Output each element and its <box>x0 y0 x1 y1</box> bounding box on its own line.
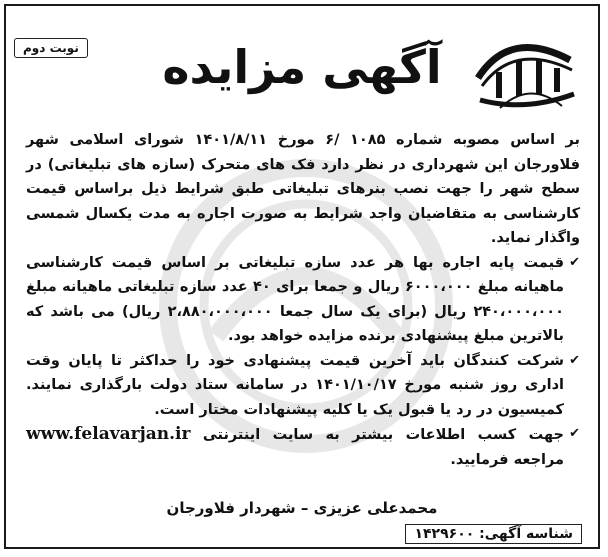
contact-text-end: مراجعه فرمایید. <box>450 451 564 468</box>
checkmark-icon: ✔ <box>569 254 580 270</box>
bullet-deadline <box>26 349 580 423</box>
checkmark-icon: ✔ <box>569 352 580 368</box>
bullet-text: شرکت کنندگان باید آخرین قیمت پیشنهادی خود را حداکثر تا پایان وقت اداری روز شنبه مورخ ۱۴۰۱/۱۰/۱۷ در سامانه ستاد دولت بارگذاری نمایند. کمیسیون در رد یا قبول یک یا کلیه پیشنهادات مختار است. <box>26 352 564 418</box>
bullet-contact <box>26 422 580 472</box>
second-publication-badge: نوبت دوم <box>14 38 88 58</box>
contact-text: جهت کسب اطلاعات بیشتر به سایت اینترنتی <box>202 427 564 443</box>
notice-frame <box>4 4 600 549</box>
checkmark-icon: ✔ <box>569 426 580 441</box>
signature: محمدعلی عزیزی – شهردار فلاورجان <box>166 499 438 517</box>
ad-id-label: شناسه آگهی: ۱۴۲۹۶۰۰ <box>405 524 582 544</box>
website-link[interactable]: www.felavarjan.ir <box>26 424 191 444</box>
bullet-base-price <box>26 251 580 349</box>
intro-paragraph: بر اساس مصوبه شماره ۱۰۸۵ /۶ مورخ ۱۴۰۱/۸/۱۱ شورای اسلامی شهر فلاورجان این شهرداری در نظر دارد فک های متحرک (سازه های تبلیغاتی) در سطح شهر را جهت نصب بنرهای تبلیغاتی طبق شرایط ذیل براساس قیمت کارشناسی به متقاضیان واجد شرایط به صورت اجاره به مدت یکسال شمسی واگذار نماید. <box>26 132 581 246</box>
ad-id <box>405 524 582 544</box>
bullet-text: قیمت پایه اجاره بها هر عدد سازه تبلیغاتی بر اساس قیمت کارشناسی ماهیانه مبلغ ۶۰۰۰،۰۰۰ ریال و جمعا برای ۴۰ عدد سازه تبلیغاتی ماهیانه مبلغ ۲۴۰،۰۰۰،۰۰۰ ریال (برای یک سال جمعا ۲،۸۸۰،۰۰۰،۰۰۰ ریال) می باشد که بالاترین مبلغ پیشنهادی برنده مزایده خواهد بود. <box>26 254 564 344</box>
notice-body <box>26 128 580 472</box>
notice-title: آگهی مزایده <box>162 40 442 94</box>
